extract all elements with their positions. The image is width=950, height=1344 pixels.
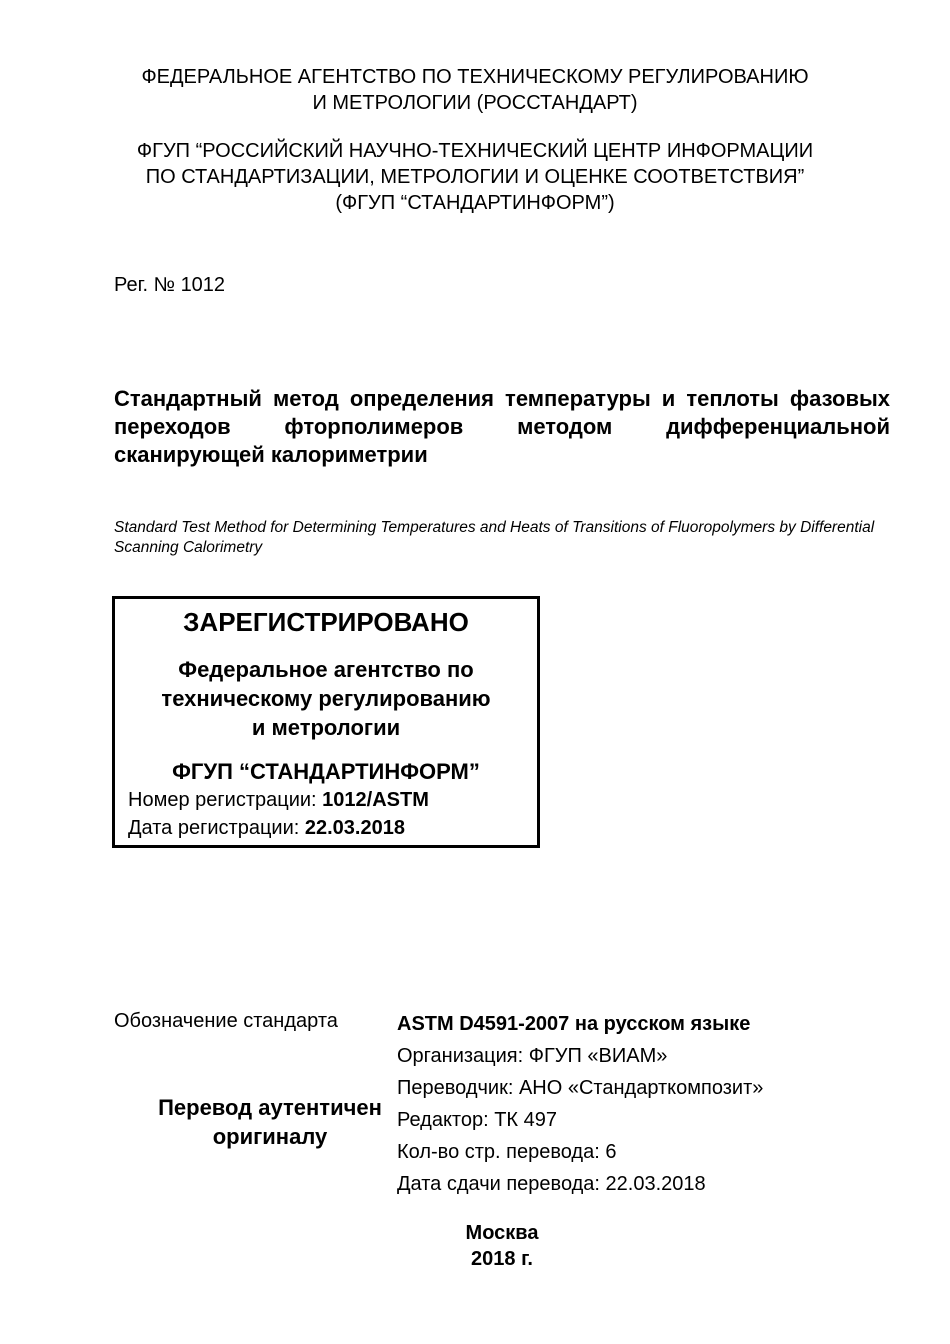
city: Москва: [465, 1222, 539, 1244]
designation-label: Обозначение стандарта: [114, 1010, 338, 1032]
registration-number: Рег. № 1012: [114, 274, 226, 296]
authentic-line-2: оригиналу: [212, 1124, 328, 1149]
agency-line-2: И МЕТРОЛОГИИ (РОССТАНДАРТ): [312, 92, 638, 114]
stamp-reg-date: [128, 817, 405, 840]
authentic-line-1: Перевод аутентичен: [158, 1095, 382, 1120]
document-title-ru: Стандартный метод определения температуры и теплоты фазовых переходов фторполимеров методом дифференциальной сканирующей калориметрии: [114, 386, 890, 467]
document-title-en: Standard Test Method for Determining Temperatures and Heats of Transitions of Fluoropolymers by Differential Scanning Calorimetry: [114, 519, 875, 556]
center-header: [0, 138, 950, 216]
stamp-heading: ЗАРЕГИСТРИРОВАНО: [183, 607, 469, 637]
footer: [0, 1220, 950, 1272]
stamp-date-label: Дата регистрации:: [128, 817, 305, 839]
center-line-1: ФГУП “РОССИЙСКИЙ НАУЧНО-ТЕХНИЧЕСКИЙ ЦЕНТР ИНФОРМАЦИИ: [136, 140, 814, 162]
stamp-reg-number: [128, 789, 429, 812]
page-count: Кол-во стр. перевода: 6: [397, 1141, 617, 1163]
translator: Переводчик: АНО «Стандарткомпозит»: [397, 1077, 764, 1099]
year: 2018 г.: [471, 1248, 533, 1270]
stamp-fgup: ФГУП “СТАНДАРТИНФОРМ”: [172, 759, 480, 784]
organization: Организация: ФГУП «ВИАМ»: [397, 1045, 668, 1067]
standard-designation: ASTM D4591-2007 на русском языке: [397, 1013, 751, 1035]
center-line-3: (ФГУП “СТАНДАРТИНФОРМ”): [335, 192, 615, 214]
center-line-2: ПО СТАНДАРТИЗАЦИИ, МЕТРОЛОГИИ И ОЦЕНКЕ СООТВЕТСТВИЯ”: [145, 166, 805, 188]
stamp-organization: [115, 655, 537, 742]
stamp-org-line-2: техническому регулированию: [161, 686, 491, 711]
registration-stamp: [112, 596, 540, 848]
editor: Редактор: ТК 497: [397, 1109, 557, 1131]
stamp-reg-label: Номер регистрации:: [128, 789, 323, 811]
delivery-date: Дата сдачи перевода: 22.03.2018: [397, 1173, 706, 1195]
stamp-date-value: 22.03.2018: [304, 817, 405, 839]
authentic-translation-note: [120, 1093, 420, 1151]
stamp-reg-value: 1012/ASTM: [322, 789, 429, 811]
stamp-org-line-1: Федеральное агентство по: [178, 657, 474, 682]
translation-details: [397, 1011, 763, 1203]
agency-header: [0, 64, 950, 116]
agency-line-1: ФЕДЕРАЛЬНОЕ АГЕНТСТВО ПО ТЕХНИЧЕСКОМУ РЕГУЛИРОВАНИЮ: [141, 66, 809, 88]
stamp-org-line-3: и метрологии: [251, 715, 401, 740]
